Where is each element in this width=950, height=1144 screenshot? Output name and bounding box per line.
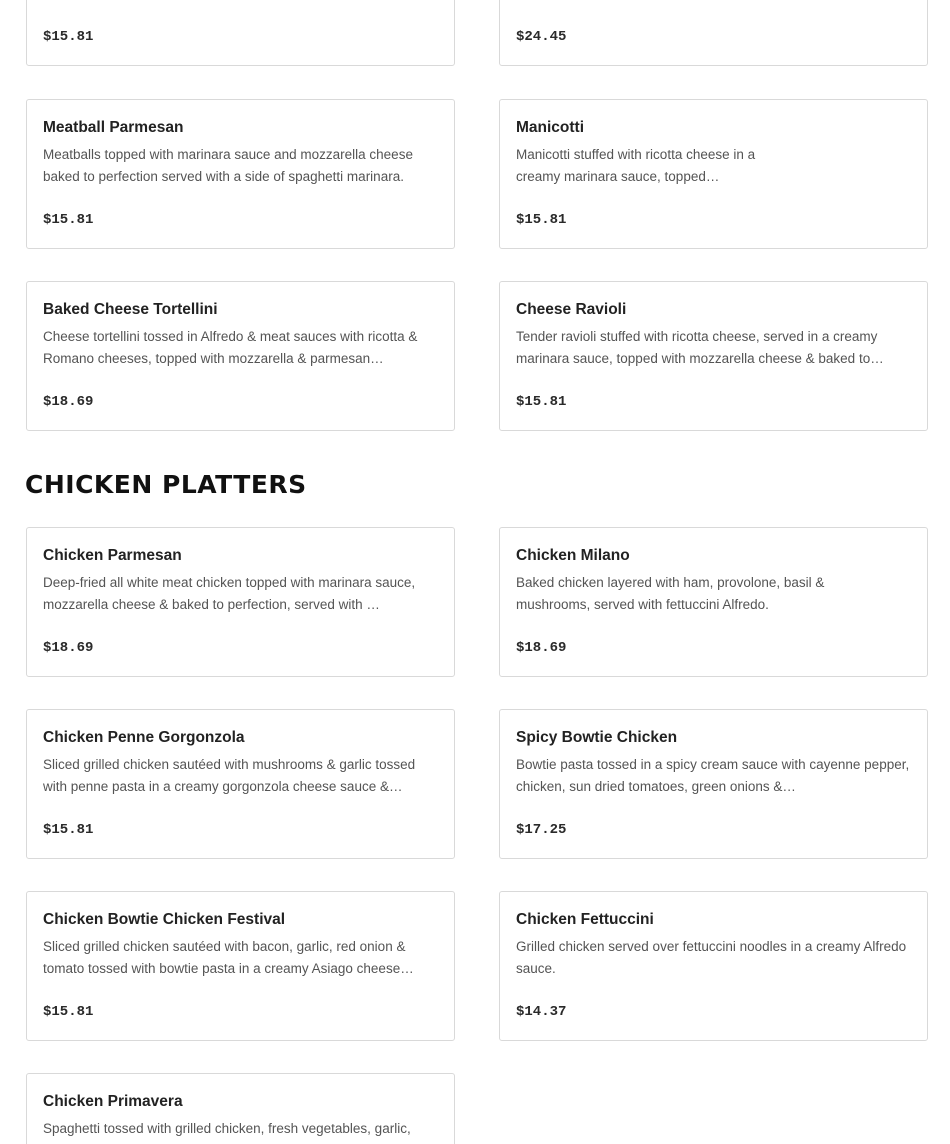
menu-item-price: $15.81 <box>43 822 94 838</box>
menu-item-price: $18.69 <box>43 394 94 410</box>
menu-item-description: Tender ravioli stuffed with ricotta cheese, served in a creamy marinara sauce, topped with mozzarella cheese & baked to… <box>516 329 884 366</box>
menu-item-title: Chicken Bowtie Chicken Festival <box>43 911 286 928</box>
menu-item-title: Chicken Penne Gorgonzola <box>43 729 245 746</box>
menu-item-description: Spaghetti tossed with grilled chicken, fresh vegetables, garlic, <box>43 1121 411 1136</box>
menu-item-card[interactable] <box>499 891 928 1041</box>
menu-item-price: $14.37 <box>516 1004 567 1020</box>
menu-item-title: Baked Cheese Tortellini <box>43 301 218 318</box>
menu-item-card[interactable] <box>499 99 928 249</box>
menu-item-card[interactable] <box>26 99 455 249</box>
menu-item-description: Manicotti stuffed with ricotta cheese in a creamy marinara sauce, topped… <box>516 147 756 184</box>
menu-item-card[interactable] <box>499 281 928 431</box>
menu-item-price: $15.81 <box>43 29 94 45</box>
menu-item-price: $15.81 <box>43 212 94 228</box>
menu-item-title: Cheese Ravioli <box>516 301 627 318</box>
menu-item-card[interactable] <box>26 1073 455 1144</box>
menu-item-price: $15.81 <box>516 212 567 228</box>
menu-item-card[interactable] <box>26 891 455 1041</box>
menu-item-price: $18.69 <box>516 640 567 656</box>
menu-item-price: $24.45 <box>516 29 567 45</box>
menu-item-title: Chicken Fettuccini <box>516 911 654 928</box>
menu-item-description: Meatballs topped with marinara sauce and mozzarella cheese baked to perfection served with a side of spaghetti marinara. <box>43 147 413 184</box>
menu-item-card[interactable] <box>499 0 928 66</box>
menu-item-card[interactable] <box>499 527 928 677</box>
menu-item-title: Spicy Bowtie Chicken <box>516 729 678 746</box>
menu-item-title: Chicken Milano <box>516 547 630 564</box>
menu-item-price: $18.69 <box>43 640 94 656</box>
menu-item-card[interactable] <box>26 281 455 431</box>
menu-item-card[interactable] <box>499 709 928 859</box>
menu-item-price: $17.25 <box>516 822 567 838</box>
menu-item-title: Chicken Parmesan <box>43 547 182 564</box>
menu-item-card[interactable] <box>26 709 455 859</box>
menu-item-description: Deep-fried all white meat chicken topped with marinara sauce, mozzarella cheese & baked to perfection, served with … <box>43 575 416 612</box>
menu-item-price: $15.81 <box>43 1004 94 1020</box>
menu-item-title: Meatball Parmesan <box>43 119 184 136</box>
menu-item-description: Bowtie pasta tossed in a spicy cream sauce with cayenne pepper, chicken, sun dried tomatoes, green onions &… <box>516 757 910 794</box>
menu-item-description: Baked chicken layered with ham, provolone, basil & mushrooms, served with fettuccini Alfredo. <box>516 575 825 612</box>
menu-item-description: Grilled chicken served over fettuccini noodles in a creamy Alfredo sauce. <box>516 939 907 976</box>
menu-item-title: Chicken Primavera <box>43 1093 183 1110</box>
menu-item-card[interactable] <box>26 527 455 677</box>
menu-item-price: $15.81 <box>516 394 567 410</box>
menu-item-description: Cheese tortellini tossed in Alfredo & meat sauces with ricotta & Romano cheeses, topped with mozzarella & parmesan… <box>43 329 418 366</box>
menu-item-description: Sliced grilled chicken sautéed with mushrooms & garlic tossed with penne pasta in a creamy gorgonzola cheese sauce &… <box>43 757 416 794</box>
menu-item-card[interactable] <box>26 0 455 66</box>
section-heading-chicken-platters: CHICKEN PLATTERS <box>25 470 307 499</box>
menu-item-title: Manicotti <box>516 119 585 136</box>
menu-item-description: Sliced grilled chicken sautéed with bacon, garlic, red onion & tomato tossed with bowtie pasta in a creamy Asiago cheese… <box>43 939 414 976</box>
